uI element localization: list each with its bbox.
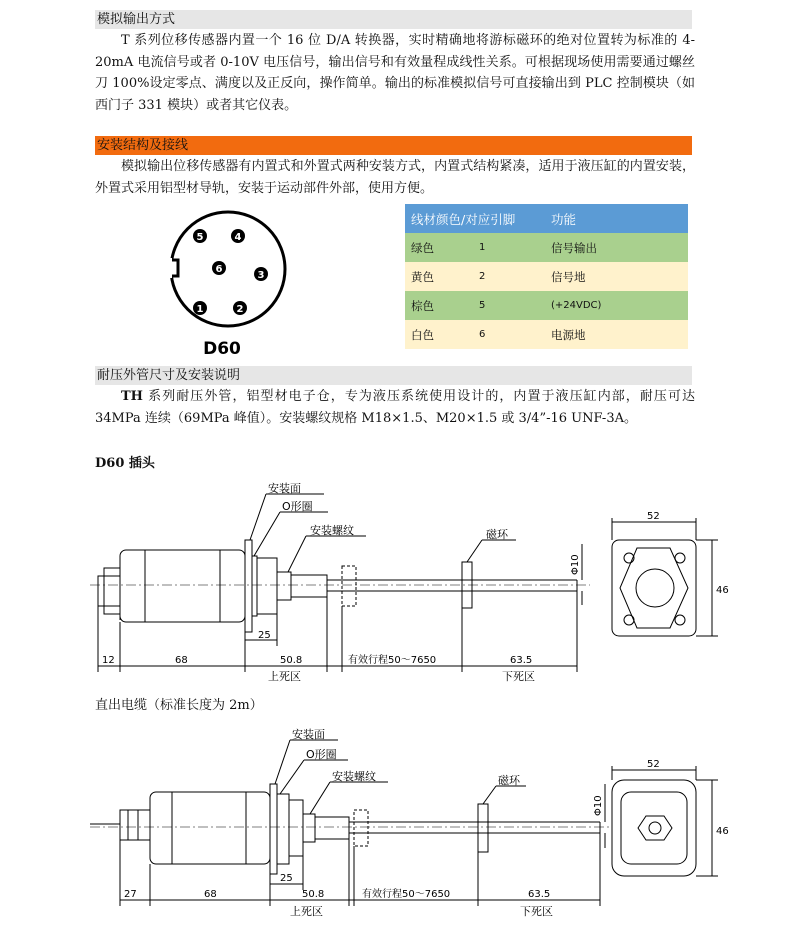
dim-63-5: 63.5 [510, 655, 533, 666]
label-mount-face: 安装面 [292, 728, 325, 741]
cell-color: 黄色 [405, 262, 473, 291]
electronics-housing [120, 550, 245, 622]
dim-52: 52 [647, 759, 660, 770]
section-heading-analog: 模拟输出方式 [95, 10, 692, 29]
table-row [405, 233, 688, 262]
dim-46: 46 [716, 826, 729, 837]
dim-68: 68 [175, 655, 188, 666]
cell-function: (+24VDC) [545, 291, 688, 320]
label-mount-face: 安装面 [268, 482, 301, 495]
zone-bottom: 下死区 [502, 670, 535, 683]
dim-63-5: 63.5 [528, 889, 551, 900]
drawing2-direct-cable [90, 724, 730, 924]
dim-stroke: 有效行程50～7650 [362, 889, 451, 900]
dim-50-8: 50.8 [302, 889, 325, 900]
cell-color: 棕色 [405, 291, 473, 320]
cell-color: 绿色 [405, 233, 473, 262]
series-name: TH [121, 389, 143, 404]
mount-thread [315, 817, 349, 839]
dim-50-8: 50.8 [280, 655, 303, 666]
cell-pin: 5 [473, 291, 545, 320]
analog-paragraph: T 系列位移传感器内置一个 16 位 D/A 转换器，实时精确地将游标磁环的绝对位置转为标准的 4-20mA 电流信号或者 0-10V 电压信号，输出信号和有效量程成线性关系。可根据现场使用需要通过螺丝刀 100%设定零点、满度以及正反向，操作简单。输出的标准模拟信号可直接输出到 PLC 控制模块（如西门子 331 模块）或者其它仪表。 [95, 33, 695, 113]
cable-gland [120, 810, 150, 840]
cell-pin: 6 [473, 320, 545, 349]
install-paragraph: 模拟输出位移传感器有内置式和外置式两种安装方式，内置式结构紧凑，适用于液压缸的内置安装，外置式采用铝型材导轨，安装于运动部件外部，使用方便。 [95, 159, 695, 196]
magnet-ring [478, 804, 488, 852]
dim-stroke: 有效行程50～7650 [348, 655, 437, 666]
mount-thread [291, 575, 327, 597]
pin-label: 5 [196, 232, 204, 243]
connector-outline [171, 212, 285, 326]
dim-phi10: Φ10 [570, 554, 581, 575]
pressure-paragraph [95, 386, 695, 429]
dim-68: 68 [204, 889, 217, 900]
label-magnet: 磁环 [498, 774, 520, 787]
pin-label: 3 [257, 270, 265, 281]
section-heading-pressure: 耐压外管尺寸及安装说明 [95, 366, 692, 385]
dim-12: 12 [102, 655, 115, 666]
dim-25: 25 [280, 873, 293, 884]
label-magnet: 磁环 [486, 528, 508, 541]
zone-top: 上死区 [290, 905, 323, 918]
cell-function: 电源地 [545, 320, 688, 349]
label-oring: O形圈 [282, 500, 313, 513]
zone-top: 上死区 [268, 670, 301, 683]
cell-pin: 1 [473, 233, 545, 262]
table-row [405, 291, 688, 320]
cell-function: 信号输出 [545, 233, 688, 262]
connector-diagram [160, 208, 290, 360]
label-oring: O形圈 [306, 748, 337, 761]
mount-flange [270, 784, 277, 874]
mount-flange [245, 540, 252, 632]
zone-bottom: 下死区 [520, 905, 553, 918]
plug-body [98, 576, 120, 606]
cell-color: 白色 [405, 320, 473, 349]
section-heading-install: 安装结构及接线 [95, 136, 692, 155]
dim-27: 27 [124, 889, 137, 900]
electronics-housing [150, 792, 270, 864]
wiring-table [405, 204, 688, 349]
pin-label: 6 [215, 264, 223, 275]
dim-phi10: Φ10 [593, 795, 604, 816]
pin-label: 2 [236, 304, 244, 315]
drawing1-title: D60 插头 [95, 456, 155, 471]
magnet-ring-dashed [342, 566, 356, 606]
pin-label: 1 [196, 304, 204, 315]
pin-label: 4 [234, 232, 242, 243]
cell-function: 信号地 [545, 262, 688, 291]
drawing2-title: 直出电缆（标准长度为 2m） [95, 698, 263, 713]
pressure-text: 系列耐压外管，铝型材电子仓，专为液压系统使用设计的，内置于液压缸内部，耐压可达 34MPa 连续（69MPa 峰值）。安装螺纹规格 M18×1.5、M20×1.5 或 3/4”-16 UNF-3A。 [95, 389, 695, 426]
label-thread: 安装螺纹 [332, 770, 376, 783]
dim-25: 25 [258, 630, 271, 641]
cell-pin: 2 [473, 262, 545, 291]
table-row [405, 320, 688, 349]
label-thread: 安装螺纹 [310, 524, 354, 537]
dim-52: 52 [647, 511, 660, 522]
dim-46: 46 [716, 585, 729, 596]
table-header-color-pin: 线材颜色/对应引脚 [405, 204, 545, 233]
table-header-function: 功能 [545, 204, 688, 233]
table-row [405, 262, 688, 291]
connector-label: D60 [203, 339, 241, 359]
drawing1-d60-plug [90, 480, 730, 690]
